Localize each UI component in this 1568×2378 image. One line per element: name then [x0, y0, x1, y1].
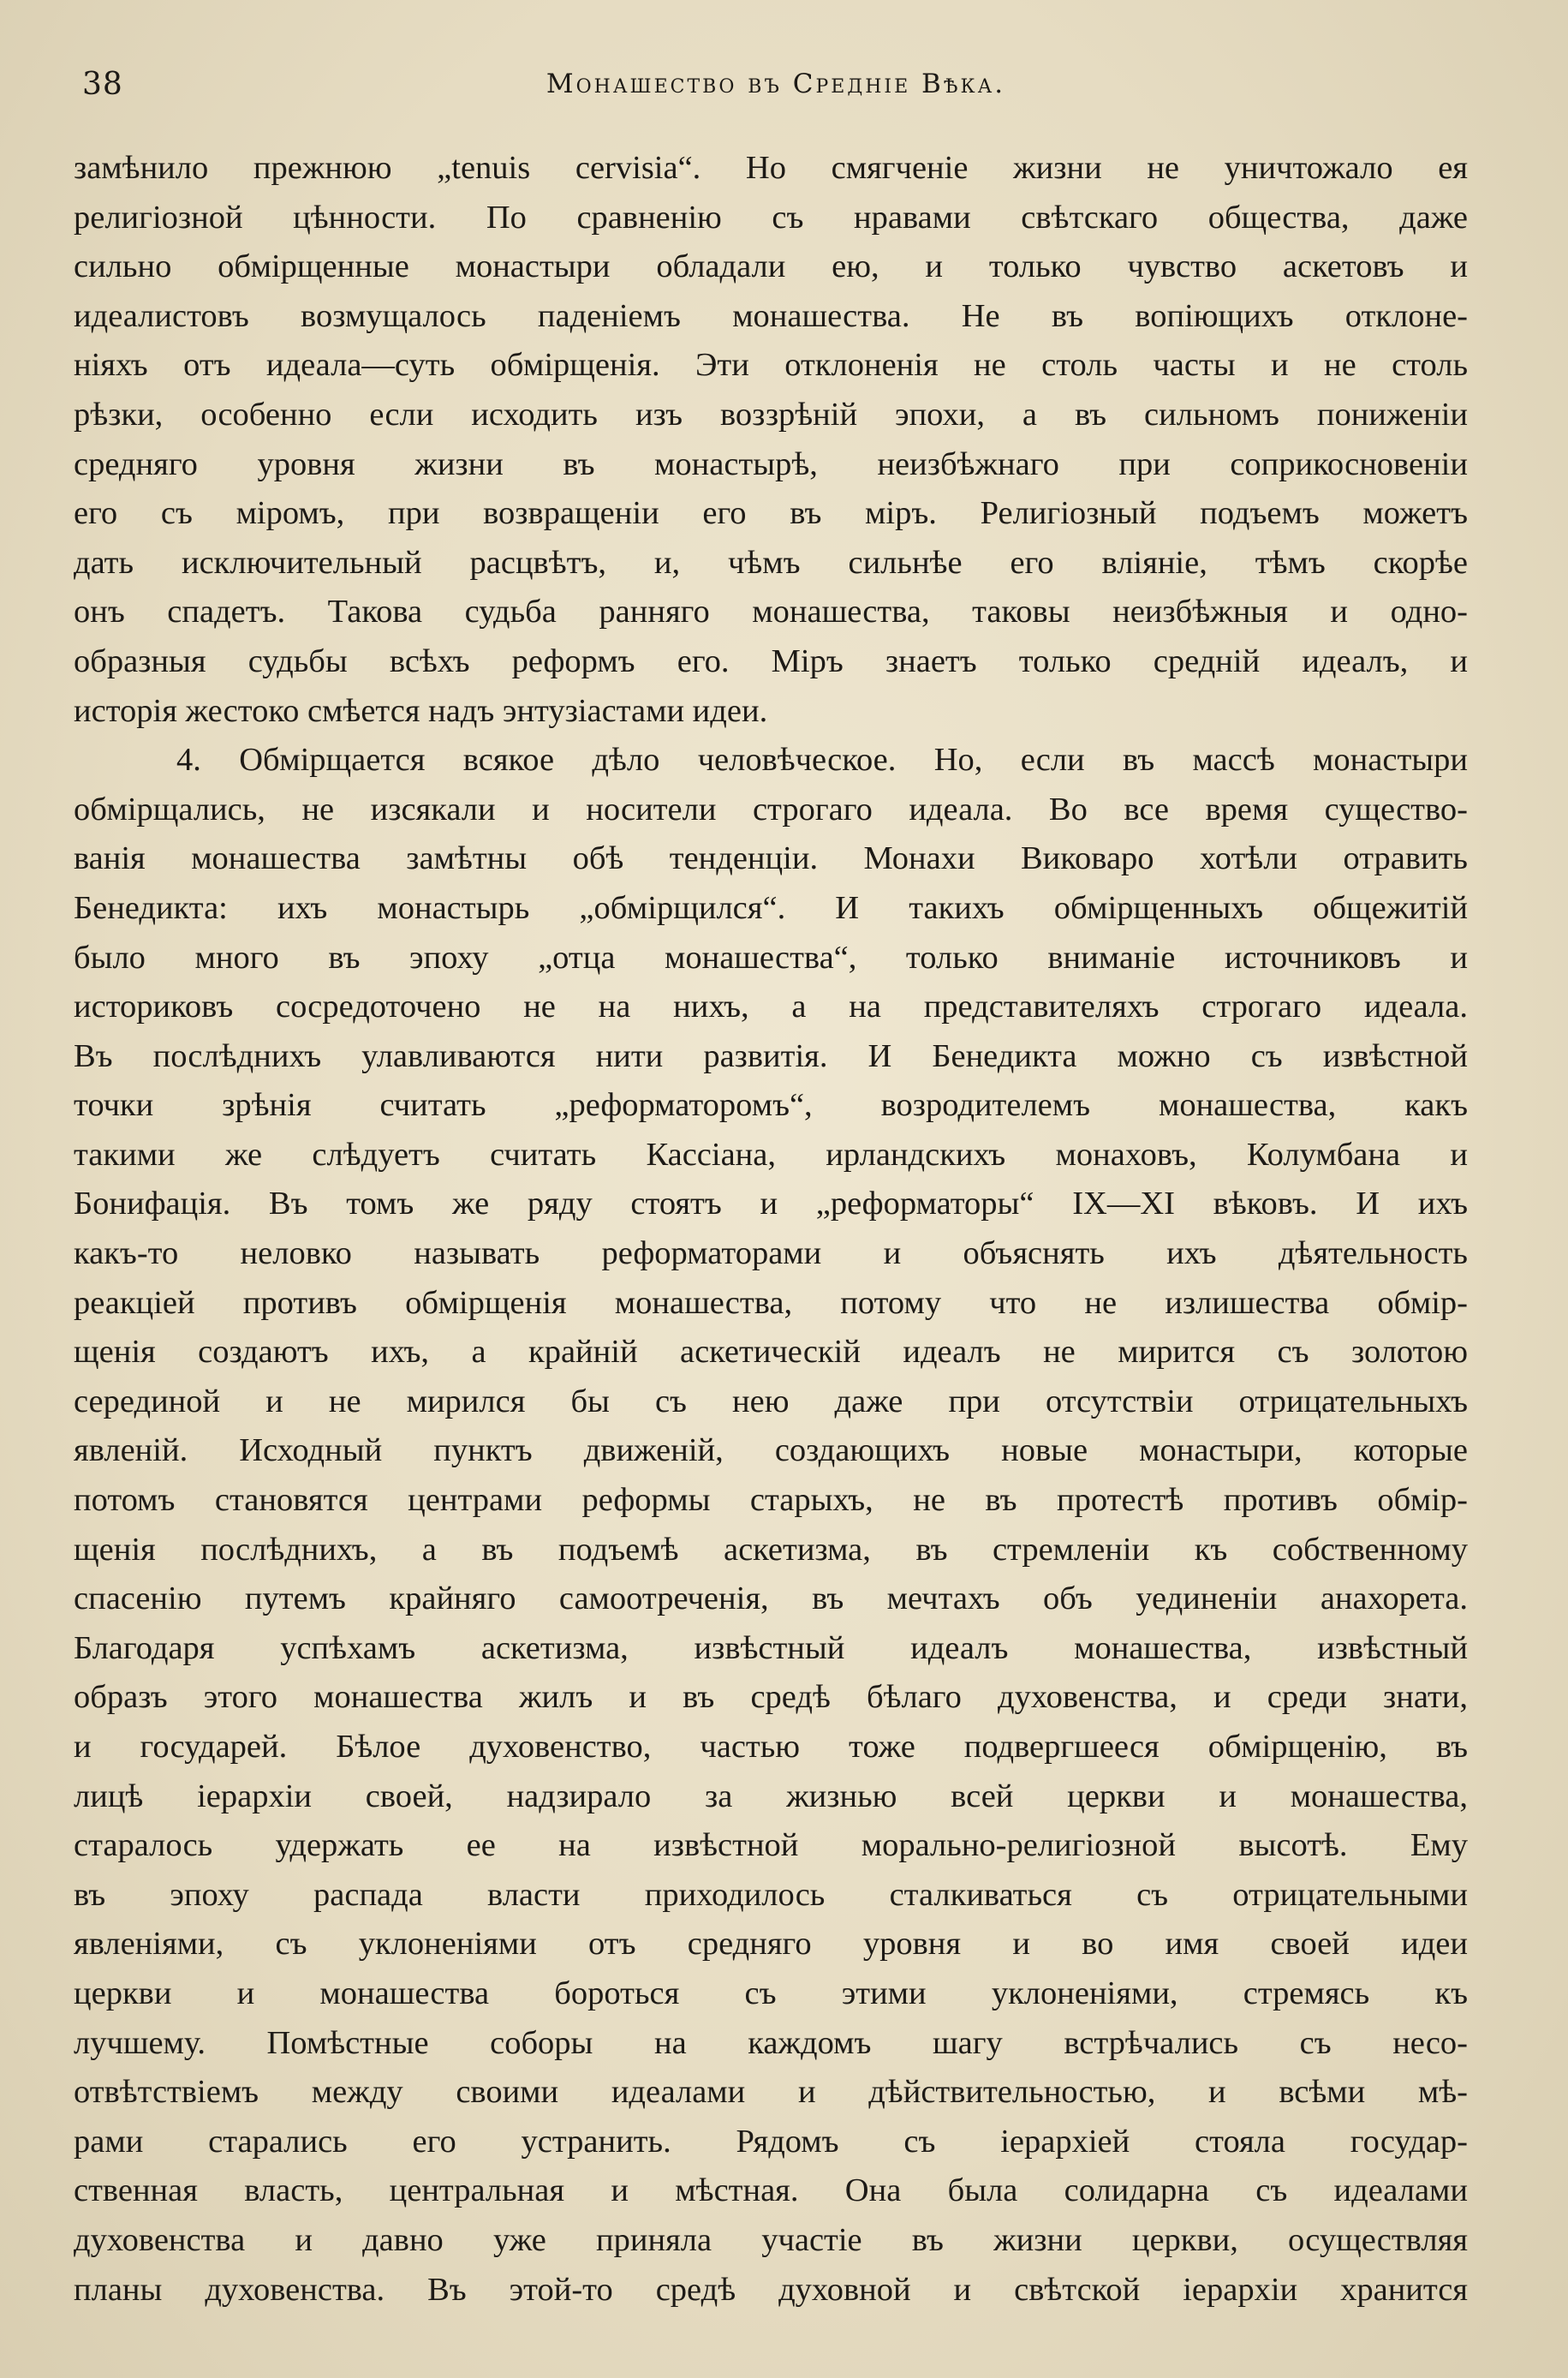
text-line: лицѣ іерархіи своей, надзирало за жизнью всей церкви и монашества,	[74, 1778, 1468, 1814]
text-line: явленіями, съ уклоненіями отъ средняго уровня и во имя своей идеи	[74, 1926, 1468, 1963]
text-line: лучшему. Помѣстные соборы на каждомъ шагу встрѣчались съ несо-	[74, 2024, 1468, 2061]
text-line: образныя судьбы всѣхъ реформъ его. Міръ знаетъ только средній идеалъ, и	[74, 642, 1468, 679]
text-line: планы духовенства. Въ этой-то средѣ духовной и свѣтской іерархіи хранится	[74, 2271, 1468, 2308]
text-line: образъ этого монашества жилъ и въ средѣ бѣлаго духовенства, и среди знати,	[74, 1679, 1468, 1716]
text-line: щенія послѣднихъ, а въ подъемѣ аскетизма, въ стремленіи къ собственному	[74, 1531, 1468, 1568]
text-line: отвѣтствіемъ между своими идеалами и дѣйствительностью, и всѣми мѣ-	[74, 2074, 1468, 2111]
text-line: обмірщались, не изсякали и носители строгаго идеала. Во все время существо-	[74, 791, 1468, 828]
text-line: Благодаря успѣхамъ аскетизма, извѣстный идеалъ монашества, извѣстный	[74, 1629, 1468, 1666]
text-line: было много въ эпоху „отца монашества“, только вниманіе источниковъ и	[74, 939, 1468, 976]
text-line: щенія создаютъ ихъ, а крайній аскетическій идеалъ не мирится съ золотою	[74, 1334, 1468, 1371]
text-line: старалось удержать ее на извѣстной морально-религіозной высотѣ. Ему	[74, 1827, 1468, 1864]
text-line	[74, 2315, 1468, 2364]
text-line: Въ послѣднихъ улавливаются нити развитія. И Бенедикта можно съ извѣстной	[74, 1037, 1468, 1074]
text-line: реакціей противъ обмірщенія монашества, потому что не излишества обмір-	[74, 1284, 1468, 1321]
text-line: Бенедикта: ихъ монастырь „обмірщился“. И такихъ обмірщенныхъ общежитій	[74, 889, 1468, 926]
text-line: идеалистовъ возмущалось паденіемъ монашества. Не въ вопіющихъ отклоне-	[74, 297, 1468, 334]
text-line: Бонифація. Въ томъ же ряду стоятъ и „реформаторы“ IX—XI вѣковъ. И ихъ	[74, 1186, 1468, 1222]
text-line: дать исключительный расцвѣтъ, и, чѣмъ сильнѣе его вліяніе, тѣмъ скорѣе	[74, 544, 1468, 581]
text-line: рами старались его устранить. Рядомъ съ іерархіей стояла государ-	[74, 2123, 1468, 2160]
text-line: серединой и не мирился бы съ нею даже при отсутствіи отрицательныхъ	[74, 1383, 1468, 1419]
text-line: точки зрѣнія считать „реформаторомъ“, возродителемъ монашества, какъ	[74, 1087, 1468, 1124]
text-line: историковъ сосредоточено не на нихъ, а на представителяхъ строгаго идеала.	[74, 989, 1468, 1025]
text-line: такими же слѣдуетъ считать Кассіана, ирландскихъ монаховъ, Колумбана и	[74, 1136, 1468, 1173]
text-line: церкви и монашества бороться съ этими уклоненіями, стремясь къ	[74, 1975, 1468, 2011]
text-line: духовенства и давно уже приняла участіе въ жизни церкви, осуществляя	[74, 2221, 1468, 2258]
text-line: сильно обмірщенные монастыри обладали ею, и только чувство аскетовъ и	[74, 248, 1468, 285]
running-head	[82, 67, 1470, 110]
text-line: въ эпоху распада власти приходилось сталкиваться съ отрицательными	[74, 1876, 1468, 1913]
text-line: ственная власть, центральная и мѣстная. Она была солидарна съ идеалами	[74, 2172, 1468, 2209]
text-line: средняго уровня жизни въ монастырѣ, неизбѣжнаго при соприкосновеніи	[74, 445, 1468, 482]
text-line: ніяхъ отъ идеала—суть обмірщенія. Эти отклоненія не столь часты и не столь	[74, 347, 1468, 384]
running-title: Монашество въ Средніе Вѣка.	[546, 69, 1006, 99]
text-line: явленій. Исходный пунктъ движеній, создающихъ новые монастыри, которые	[74, 1432, 1468, 1469]
paragraph-end-line: исторія жестоко смѣется надъ энтузіастами идеи.	[74, 692, 768, 729]
text-line: ванія монашества замѣтны обѣ тенденціи. Монахи Виковаро хотѣли отравить	[74, 840, 1468, 877]
text-line: рѣзки, особенно если исходить изъ воззрѣній эпохи, а въ сильномъ пониженіи	[74, 396, 1468, 433]
text-line: его съ міромъ, при возвращеніи его въ міръ. Религіозный подъемъ можетъ	[74, 495, 1468, 532]
page-number: 38	[82, 67, 123, 102]
text-line: и государей. Бѣлое духовенство, частью тоже подвергшееся обмірщенію, въ	[74, 1729, 1468, 1765]
body-text	[74, 144, 1468, 2364]
paragraph-start-line: 4. Обмірщается всякое дѣло человѣческое. Но, если въ массѣ монастыри	[176, 742, 1468, 779]
text-line: онъ спадетъ. Такова судьба ранняго монашества, таковы неизбѣжныя и одно-	[74, 594, 1468, 630]
text-line: потомъ становятся центрами реформы старыхъ, не въ протестѣ противъ обмір-	[74, 1482, 1468, 1519]
text-line: замѣнило прежнюю „tenuis cervisia“. Но смягченіе жизни не уничтожало ея	[74, 150, 1468, 186]
text-line: спасенію путемъ крайняго самоотреченія, въ мечтахъ объ уединеніи анахорета.	[74, 1580, 1468, 1617]
text-line: какъ-то неловко называть реформаторами и объяснять ихъ дѣятельность	[74, 1235, 1468, 1272]
text-line: религіозной цѣнности. По сравненію съ нравами свѣтскаго общества, даже	[74, 199, 1468, 236]
